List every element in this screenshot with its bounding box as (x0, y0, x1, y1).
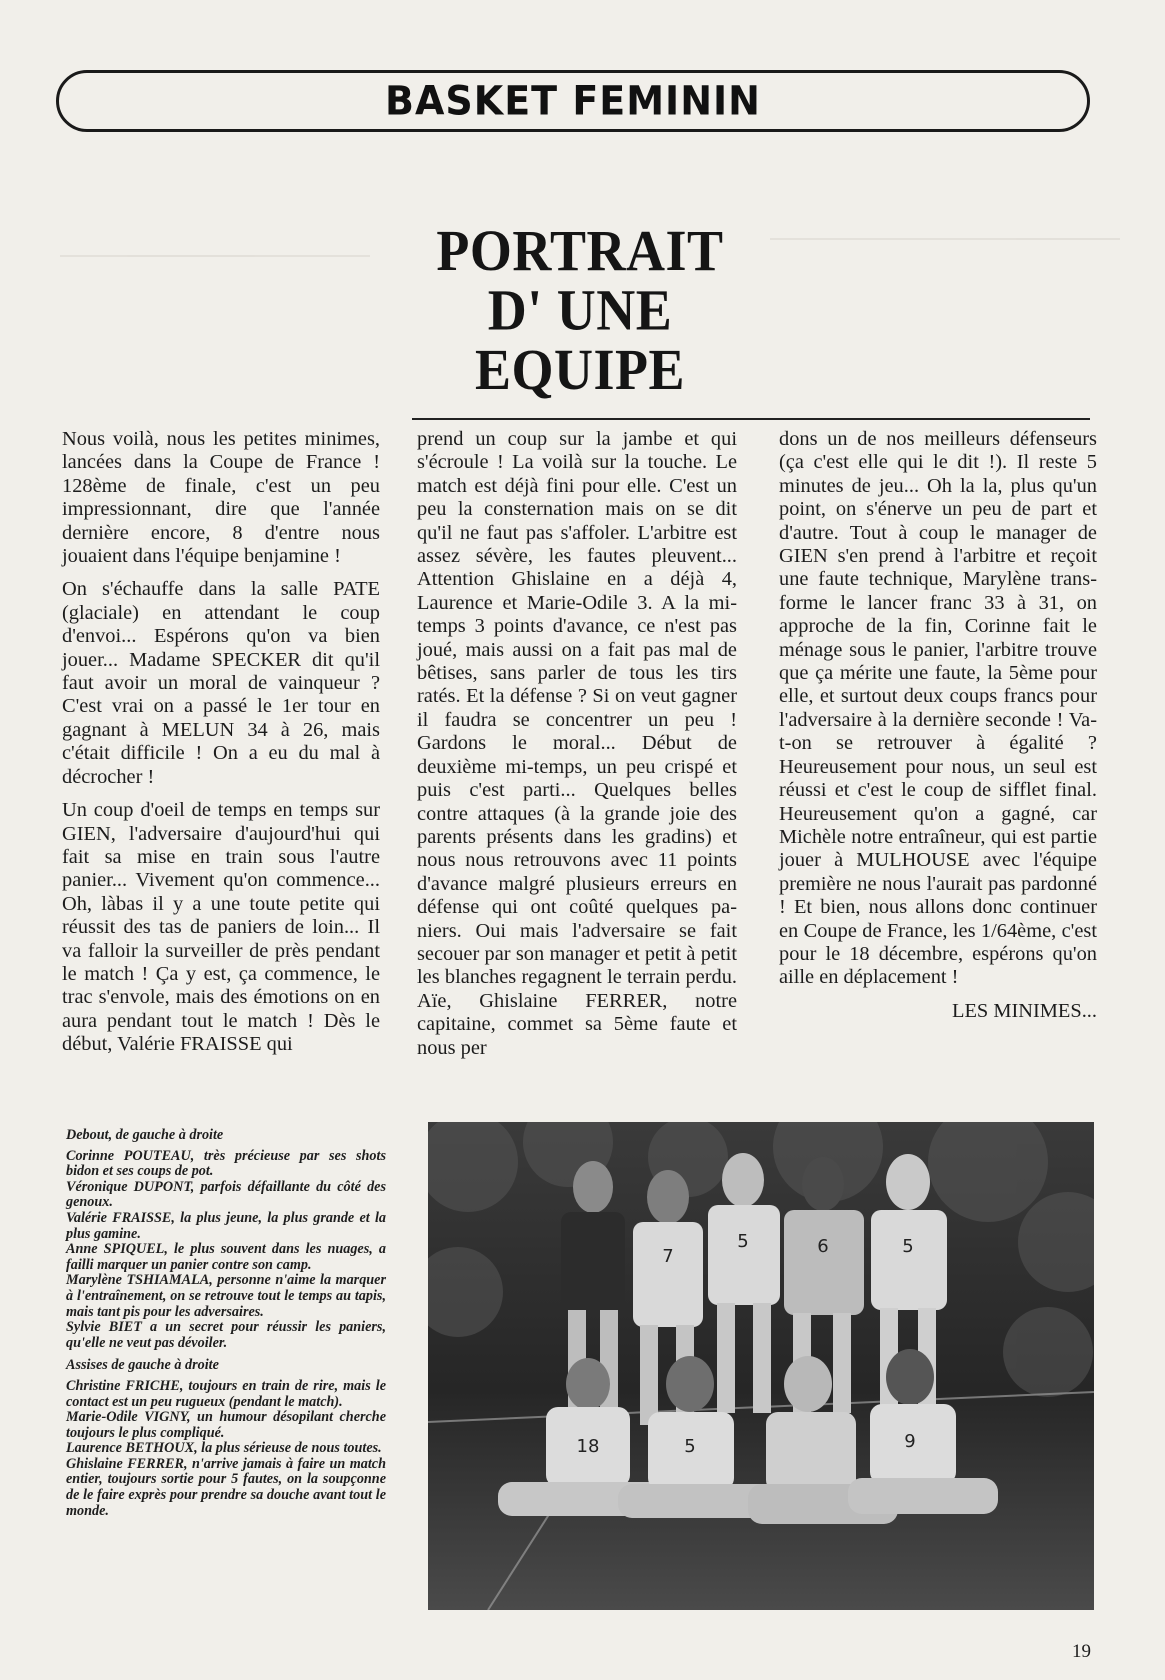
article-headline (380, 218, 780, 402)
section-banner (56, 70, 1090, 132)
headline-line-1: PORTRAIT (436, 218, 724, 283)
caption-item: Anne SPIQUEL, le plus souvent dans les nuages, a failli marquer un panier contre son camp. (66, 1241, 386, 1273)
caption-item: Véronique DUPONT, parfois défaillante du côté des genoux. (66, 1178, 386, 1211)
paragraph: dons un de nos meilleurs défenseurs (ça c'est elle qui le dit !). Il reste 5 minutes de jeu... Oh la la, plus qu'un point, on s'énerve un peu de part et d'autre. Tout à coup le manager de GIEN s'en prend à l'arbitre et reçoit une faute technique, Marylène transforme le lancer franc 33 à 31, on approche de la fin, Corinne fait le ménage sous le panier, l'arbitre trouve que ça mérite une faute, la 5ème pour elle, et surtout deux coups francs pour l'adversaire à la dernière seconde ! Va-t-on se retrouver à égalité ? Heureusement pour nous, un seul est réussi et c'est le coup de sifflet final. Heureusement qu'on a gagné, car Michèle notre entraîneur, qui est partie jouer à MULHOUSE avec l'équipe première ne nous l'aurait pas pardonné ! Et bien, nous allons donc continuer en Coupe de France, les 1/64ème, c'est pour le 18 décembre, espérons qu'on aille en déplacement ! (779, 428, 1097, 989)
jersey-number: 5 (737, 1231, 749, 1252)
caption-heading-seated: Assises de gauche à droite (66, 1357, 219, 1374)
show-through-left (60, 255, 370, 298)
caption-item: Valérie FRAISSE, la plus jeune, la plus grande et la plus gamine. (66, 1209, 386, 1242)
show-through-right (770, 238, 1120, 313)
jersey-number: 7 (662, 1246, 674, 1267)
jersey-number: 9 (904, 1431, 916, 1452)
caption-item: Sylvie BIET a un secret pour réussir les paniers, qu'elle ne veut pas dévoiler. (66, 1319, 386, 1351)
team-photo (428, 1122, 1094, 1610)
jersey-number: 18 (576, 1436, 600, 1457)
caption-item: Ghislaine FERRER, n'arrive jamais à faire un match entier, toujours sortie pour 5 fautes, on la soupçonne de le faire exprès pour prendre sa douche avant tout le monde. (66, 1455, 386, 1519)
headline-line-2: D' UNE EQUIPE (474, 277, 686, 402)
paragraph: Nous voilà, nous les petites minimes, lancées dans la Coupe de France ! 128ème de finale, c'est un peu impressionnant, dire que l'année dernière encore, 8 d'entre nous jouaient dans l'équipe benjamine ! (62, 428, 380, 568)
article-column-2 (417, 428, 737, 1070)
article-column-1 (62, 428, 380, 1067)
page-number: 19 (1072, 1641, 1091, 1662)
caption-item: Marie-Odile VIGNY, un humour désopilant cherche toujours le plus compliqué. (66, 1409, 386, 1441)
paragraph: Un coup d'oeil de temps en temps sur GIEN, l'adversaire d'aujourd'hui qui fait sa mise en train sous l'autre panier... Vivement qu'on commence... Oh, làbas il y a une toute petite qui réussit des tas de paniers de loin... Il va falloir la surveiller de près pendant le match ! Ça y est, ça commence, le trac s'envole, mais des émotions on en aura pendant tout le match ! Dès le début, Valérie FRAISSE qui (62, 799, 380, 1056)
paragraph: On s'échauffe dans la salle PATE (glaciale) en attendant le coup d'envoi... Espérons qu'on va bien jouer... Madame SPECKER dit qu'il faut avoir un moral de vainqueur ? C'est vrai on a passé le 1er tour en gagnant à MELUN 34 à 26, mais c'était difficile ! On a eu du mal à décrocher ! (62, 578, 380, 788)
caption-heading-standing: Debout, de gauche à droite (66, 1127, 224, 1143)
article-signature: LES MINIMES... (951, 999, 1097, 1022)
jersey-number: 5 (902, 1236, 914, 1257)
caption-item: Marylène TSHIAMALA, personne n'aime la marquer à l'entraînement, on se retrouve tout le temps au tapis, mais tant pis pour les adversaires. (66, 1272, 386, 1320)
headline-rule (412, 418, 1090, 420)
team-photo-illustration (428, 1122, 1094, 1610)
show-through-heading (60, 255, 370, 284)
caption-item: Christine FRICHE, toujours en train de rire, mais le contact est un peu rugueux (pendant le match). (66, 1377, 386, 1410)
caption-item: Laurence BETHOUX, la plus sérieuse de nous toutes. (66, 1440, 382, 1457)
photo-captions (66, 1128, 386, 1519)
section-title: BASKET FEMININ (385, 77, 761, 125)
jersey-number: 6 (817, 1236, 829, 1257)
article-column-3 (779, 428, 1097, 1023)
paragraph: prend un coup sur la jambe et qui s'écroule ! La voilà sur la touche. Le match est déjà fini pour elle. C'est un peu la consternation mais on se dit qu'il ne faut pas s'affoler. L'arbitre est assez sévère, les fautes pleuvent... Attention Ghislaine en a déjà 4, Laurence et Marie-Odile 3. A la mi-temps 3 points d'avance, ce n'est pas joué, mais aussi on a fait pas mal de bêtises, sans parler de tous les tirs ratés. Et la défense ? Si on veut gagner il faudra se concentrer un peu ! Gardons le moral... Début de deuxième mi-temps, un peu crispé et puis c'est parti... Quelques belles contre attaques (à la grande joie des parents présents dans les gradins) et nous nous retrouvons avec 11 points d'avance malgré plusieurs erreurs en défense qui ont coûté quelques paniers. Oui mais l'adversaire se fait secouer par son manager et petit à petit les blanches regagnent le terrain perdu. Aïe, Ghislaine FERRER, notre capitaine, commet sa 5ème faute et nous per (417, 428, 737, 1059)
caption-item: Corinne POUTEAU, très précieuse par ses shots bidon et ses coups de pot. (66, 1147, 386, 1180)
jersey-number: 5 (684, 1436, 696, 1457)
